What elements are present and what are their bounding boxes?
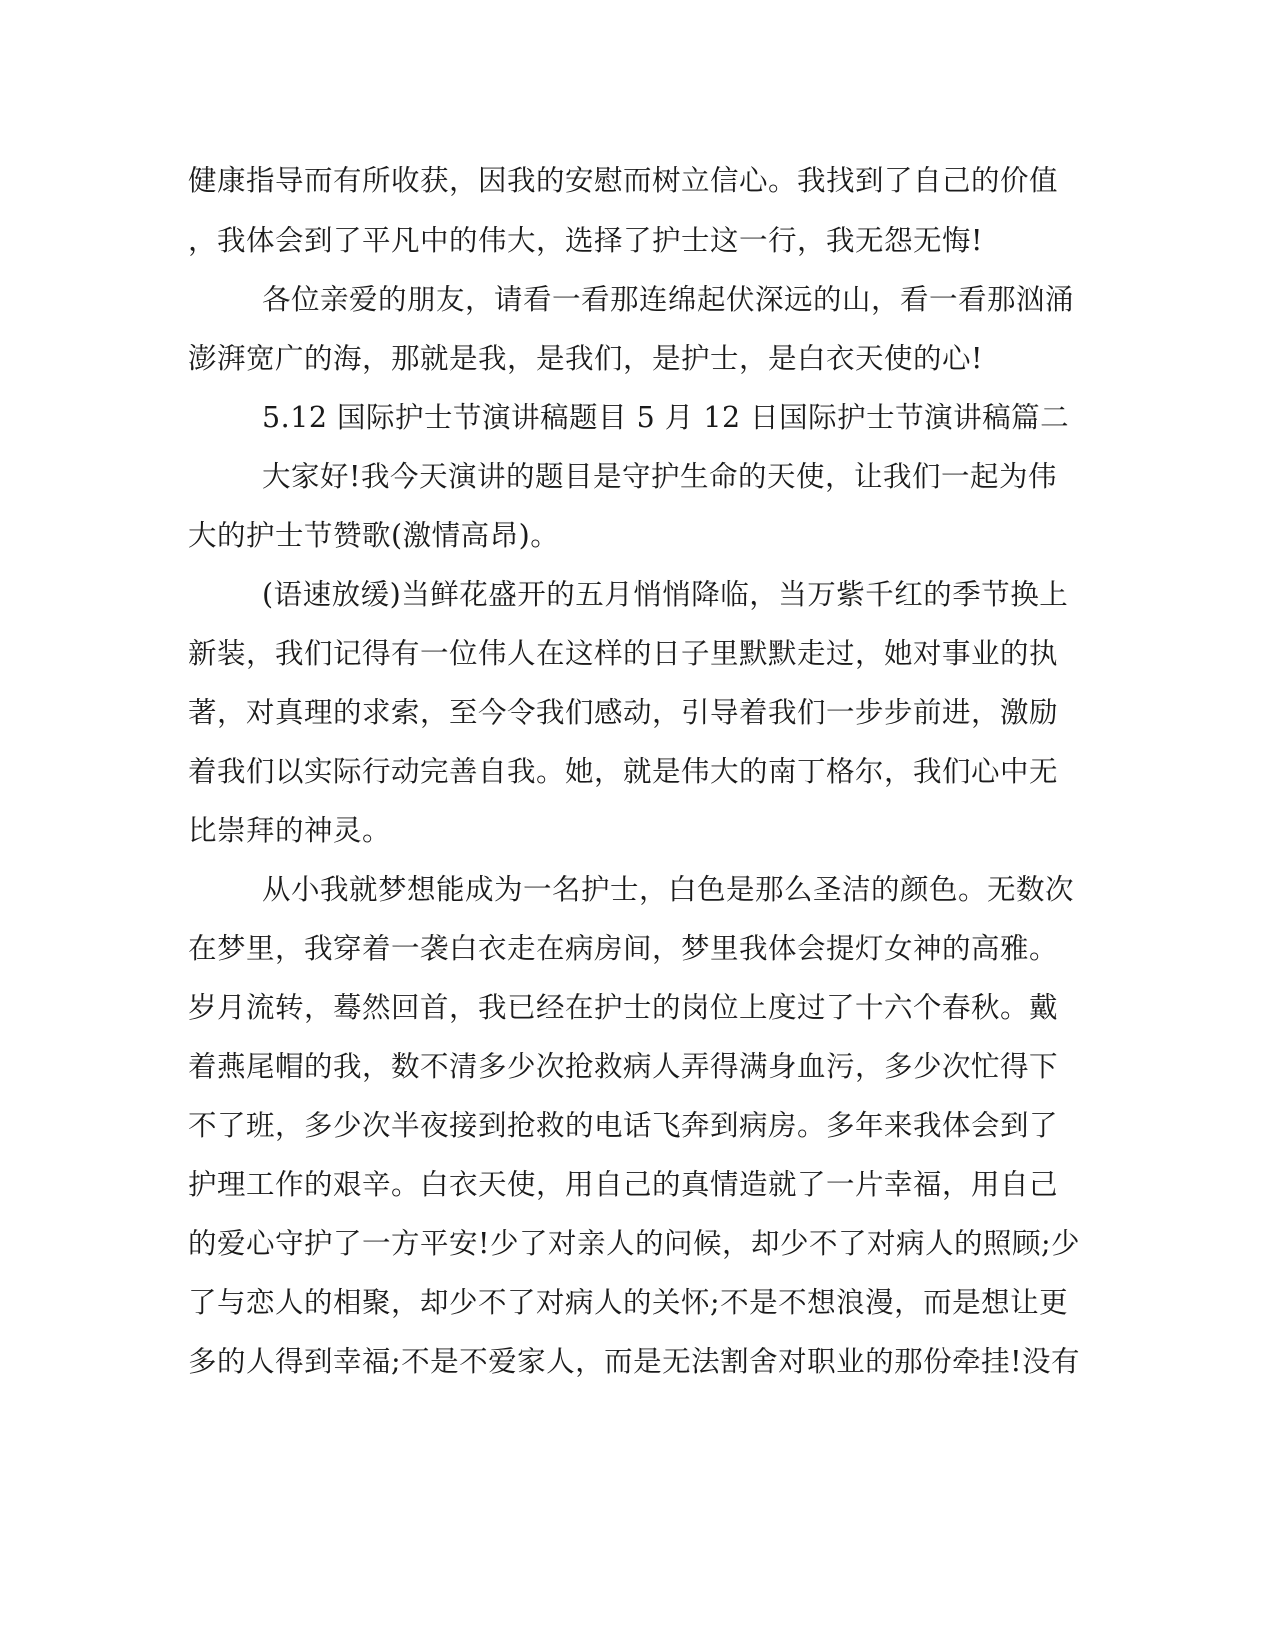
paragraph-start-line: 各位亲爱的朋友，请看一看那连绵起伏深远的山，看一看那汹涌 (262, 283, 1075, 316)
text-line: 新装，我们记得有一位伟人在这样的日子里默默走过，她对事业的执 (188, 637, 1059, 670)
text-line: 了与恋人的相聚，却少不了对病人的关怀;不是不想浪漫，而是想让更 (188, 1286, 1069, 1319)
text-line: 岁月流转，蓦然回首，我已经在护士的岗位上度过了十六个春秋。戴 (188, 991, 1059, 1024)
text-line: ，我体会到了平凡中的伟大，选择了护士这一行，我无怨无悔! (188, 224, 983, 257)
paragraph-start-line: 大家好!我今天演讲的题目是守护生命的天使，让我们一起为伟 (262, 460, 1057, 493)
section-heading: 5.12 国际护士节演讲稿题目 5 月 12 日国际护士节演讲稿篇二 (262, 401, 1070, 434)
text-line: 着我们以实际行动完善自我。她，就是伟大的南丁格尔，我们心中无 (188, 755, 1059, 788)
text-line: 护理工作的艰辛。白衣天使，用自己的真情造就了一片幸福，用自己 (188, 1168, 1059, 1201)
text-line: 在梦里，我穿着一袭白衣走在病房间，梦里我体会提灯女神的高雅。 (188, 932, 1059, 965)
text-line: 不了班，多少次半夜接到抢救的电话飞奔到病房。多年来我体会到了 (188, 1109, 1059, 1142)
text-line: 著，对真理的求索，至今令我们感动，引导着我们一步步前进，激励 (188, 696, 1059, 729)
paragraph-start-line: 从小我就梦想能成为一名护士，白色是那么圣洁的颜色。无数次 (262, 873, 1075, 906)
text-line: 多的人得到幸福;不是不爱家人，而是无法割舍对职业的那份牵挂!没有 (188, 1345, 1081, 1378)
text-line: 大的护士节赞歌(激情高昂)。 (188, 519, 560, 552)
text-line: 比崇拜的神灵。 (188, 814, 392, 847)
text-line: 健康指导而有所收获，因我的安慰而树立信心。我找到了自己的价值 (188, 164, 1059, 197)
paragraph-start-line: (语速放缓)当鲜花盛开的五月悄悄降临，当万紫千红的季节换上 (262, 578, 1069, 611)
text-line: 澎湃宽广的海，那就是我，是我们，是护士，是白衣天使的心! (188, 342, 983, 375)
text-line: 的爱心守护了一方平安!少了对亲人的问候，却少不了对病人的照顾;少 (188, 1227, 1081, 1260)
text-line: 着燕尾帽的我，数不清多少次抢救病人弄得满身血污，多少次忙得下 (188, 1050, 1059, 1083)
